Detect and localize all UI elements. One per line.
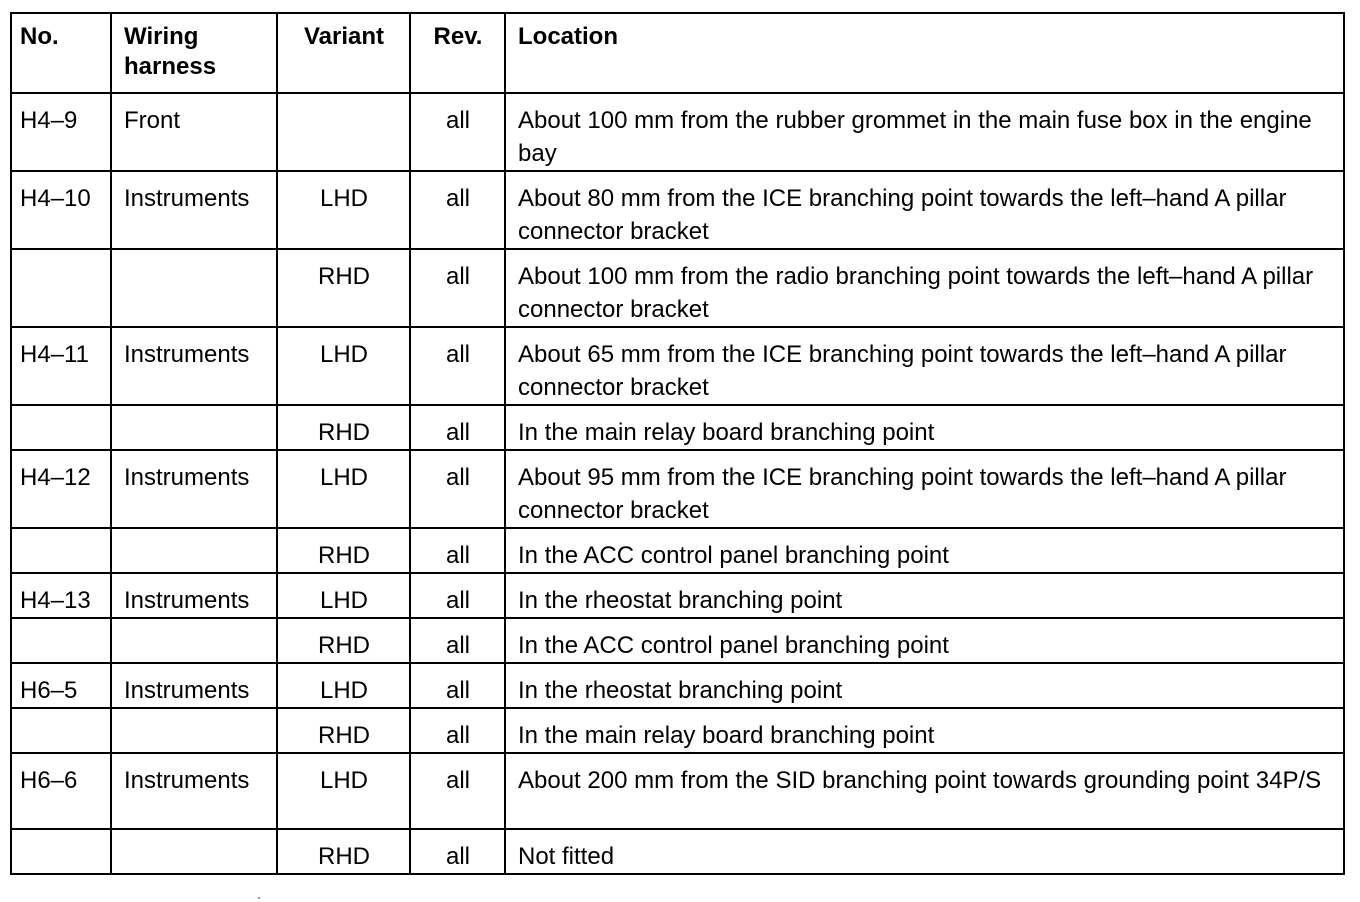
cell-no <box>11 618 111 663</box>
table-row <box>11 708 1344 753</box>
cell-location: About 200 mm from the SID branching point towards grounding point 34P/S <box>505 753 1344 829</box>
cell-no <box>11 528 111 573</box>
cell-variant <box>277 93 410 171</box>
header-variant: Variant <box>277 13 410 93</box>
cell-location: In the rheostat branching point <box>505 573 1344 618</box>
cell-rev: all <box>410 405 505 450</box>
table-row <box>11 405 1344 450</box>
cell-harness <box>111 829 277 874</box>
wiring-location-table <box>10 12 1345 875</box>
cell-location: In the ACC control panel branching point <box>505 528 1344 573</box>
cell-harness <box>111 249 277 327</box>
cell-harness: Instruments <box>111 171 277 249</box>
cell-variant: RHD <box>277 618 410 663</box>
header-wiring-harness-line2: harness <box>124 53 217 80</box>
cell-rev: all <box>410 829 505 874</box>
table-row <box>11 93 1344 171</box>
header-wiring-harness <box>111 13 277 93</box>
cell-no: H4–9 <box>11 93 111 171</box>
cell-variant: RHD <box>277 405 410 450</box>
cell-variant: LHD <box>277 753 410 829</box>
cell-variant: LHD <box>277 663 410 708</box>
cell-rev: all <box>410 663 505 708</box>
cell-rev: all <box>410 171 505 249</box>
table-row <box>11 618 1344 663</box>
cell-location: In the main relay board branching point <box>505 405 1344 450</box>
table-row <box>11 663 1344 708</box>
cell-location: In the rheostat branching point <box>505 663 1344 708</box>
cell-rev: all <box>410 327 505 405</box>
cell-harness: Front <box>111 93 277 171</box>
cell-variant: RHD <box>277 528 410 573</box>
table-row <box>11 171 1344 249</box>
cell-variant: RHD <box>277 708 410 753</box>
cell-harness: Instruments <box>111 573 277 618</box>
header-row <box>11 13 1344 93</box>
cell-no: H4–12 <box>11 450 111 528</box>
table-row <box>11 249 1344 327</box>
cell-harness <box>111 405 277 450</box>
cell-no <box>11 708 111 753</box>
cell-harness: Instruments <box>111 663 277 708</box>
cell-rev: all <box>410 753 505 829</box>
cell-rev: all <box>410 618 505 663</box>
cell-no <box>11 405 111 450</box>
cell-harness: Instruments <box>111 327 277 405</box>
header-location: Location <box>505 13 1344 93</box>
cell-rev: all <box>410 93 505 171</box>
table-row <box>11 829 1344 874</box>
cell-location: In the ACC control panel branching point <box>505 618 1344 663</box>
cell-location: About 95 mm from the ICE branching point towards the left–hand A pillar connector bracket <box>505 450 1344 528</box>
cell-variant: RHD <box>277 829 410 874</box>
cell-location: About 80 mm from the ICE branching point towards the left–hand A pillar connector bracket <box>505 171 1344 249</box>
cell-harness: Instruments <box>111 753 277 829</box>
table-row <box>11 450 1344 528</box>
cell-no: H6–6 <box>11 753 111 829</box>
scan-speck <box>258 897 260 899</box>
table-row <box>11 753 1344 829</box>
cell-no: H4–13 <box>11 573 111 618</box>
cell-variant: RHD <box>277 249 410 327</box>
table-row <box>11 528 1344 573</box>
cell-no: H4–11 <box>11 327 111 405</box>
cell-location: In the main relay board branching point <box>505 708 1344 753</box>
cell-harness: Instruments <box>111 450 277 528</box>
header-rev: Rev. <box>410 13 505 93</box>
cell-harness <box>111 708 277 753</box>
cell-variant: LHD <box>277 573 410 618</box>
cell-location: About 100 mm from the radio branching point towards the left–hand A pillar connector bracket <box>505 249 1344 327</box>
cell-rev: all <box>410 573 505 618</box>
cell-rev: all <box>410 249 505 327</box>
table-row <box>11 327 1344 405</box>
cell-variant: LHD <box>277 171 410 249</box>
cell-location: About 65 mm from the ICE branching point towards the left–hand A pillar connector bracket <box>505 327 1344 405</box>
cell-rev: all <box>410 450 505 528</box>
cell-harness <box>111 618 277 663</box>
cell-variant: LHD <box>277 327 410 405</box>
cell-rev: all <box>410 708 505 753</box>
cell-rev: all <box>410 528 505 573</box>
cell-no <box>11 829 111 874</box>
header-wiring-harness-line1: Wiring <box>124 23 199 50</box>
header-no: No. <box>11 13 111 93</box>
cell-no: H6–5 <box>11 663 111 708</box>
cell-no: H4–10 <box>11 171 111 249</box>
cell-location: Not fitted <box>505 829 1344 874</box>
cell-no <box>11 249 111 327</box>
cell-variant: LHD <box>277 450 410 528</box>
table-row <box>11 573 1344 618</box>
cell-harness <box>111 528 277 573</box>
cell-location: About 100 mm from the rubber grommet in the main fuse box in the engine bay <box>505 93 1344 171</box>
